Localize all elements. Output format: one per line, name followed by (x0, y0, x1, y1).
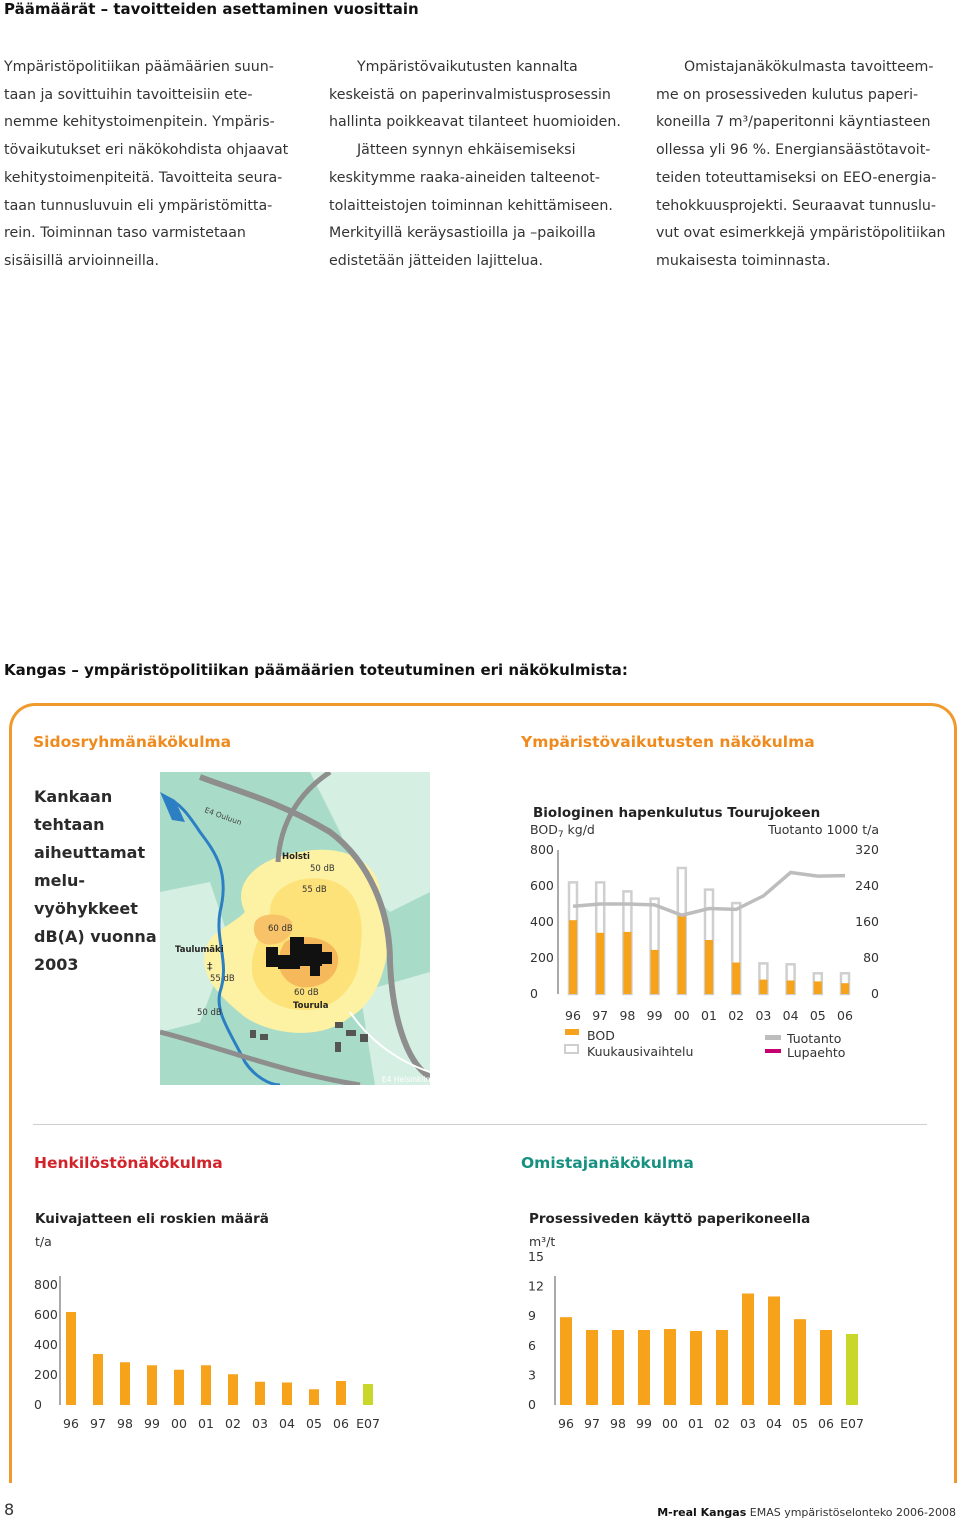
x-tick-label: E07 (840, 1416, 864, 1431)
environment-title: Ympäristövaikutusten näkökulma (521, 733, 815, 751)
intro-line: rein. Toiminnan taso varmistetaan (4, 225, 246, 242)
bod-bar (705, 940, 713, 994)
y2-axis-label: Tuotanto 1000 t/a (768, 822, 879, 837)
legend-limit-swatch (765, 1049, 781, 1053)
bod-bar (596, 933, 604, 994)
bar (174, 1370, 184, 1405)
x-tick-label: 02 (225, 1416, 241, 1431)
noise-label-line: 2003 (34, 955, 79, 974)
intro-line: sisäisillä arvioinneilla. (4, 252, 160, 269)
legend-production-swatch (765, 1035, 781, 1040)
intro-line: taan tunnusluvuin eli ympäristömitta- (4, 197, 273, 214)
footer-brand (657, 1506, 956, 1519)
noise-zone-label (34, 783, 157, 979)
y-tick-label: 6 (528, 1337, 536, 1353)
y-tick-label: 800 (530, 842, 554, 857)
intro-line: nemme kehitystoimenpitein. Ympäris- (4, 114, 275, 131)
bar (794, 1319, 806, 1405)
y2-tick-label: 240 (855, 878, 879, 893)
map-label-taulumaki: Taulumäki (175, 945, 224, 955)
x-tick-label: 96 (63, 1416, 79, 1431)
x-tick-label: 97 (90, 1416, 106, 1431)
y-tick-label: 0 (530, 986, 538, 1001)
map-label-e4-north: E4 Ouluun (203, 805, 243, 828)
x-tick-label: 02 (714, 1416, 730, 1431)
x-tick-label: 99 (646, 1008, 663, 1023)
x-tick-label: 98 (610, 1416, 626, 1431)
x-tick-label: 04 (782, 1008, 799, 1023)
x-tick-label: 99 (144, 1416, 160, 1431)
intro-line: tolaitteistojen toiminnan kehittämiseen. (329, 197, 613, 214)
noise-label-line: aiheuttamat (34, 843, 146, 862)
bar (255, 1382, 265, 1405)
intro-line: tövaikutukset eri näkökohdista ohjaavat (4, 142, 289, 159)
y-axis-label: $BOD_7$ kg/d (530, 822, 595, 840)
intro-line: tehokkuusprojekti. Seuraavat tunnuslu- (656, 197, 937, 214)
intro-line: mukaisesta toiminnasta. (656, 252, 831, 269)
bar (363, 1384, 373, 1405)
chart-title: Prosessiveden käyttö paperikoneella (529, 1211, 811, 1227)
noise-map (160, 772, 430, 1085)
x-tick-label: 03 (755, 1008, 772, 1023)
intro-line: Ympäristövaikutusten kannalta (357, 59, 578, 75)
x-tick-label: 05 (809, 1008, 826, 1023)
bod-bar (651, 950, 659, 994)
page-title: Päämäärät – tavoitteiden asettaminen vuosittain (4, 0, 419, 18)
intro-line: Merkityillä keräysastioilla ja –paikoilla (329, 225, 596, 242)
y-tick-label: 9 (528, 1308, 536, 1324)
bar (664, 1329, 676, 1405)
bar (282, 1383, 292, 1406)
map-label-60db-a: 60 dB (268, 924, 293, 934)
section-title: Kangas – ympäristöpolitiikan päämäärien toteutuminen eri näkökulmista: (4, 661, 628, 679)
x-tick-label: 01 (198, 1416, 214, 1431)
intro-line: Jätteen synnyn ehkäisemiseksi (357, 142, 576, 159)
stakeholder-title: Sidosryhmänäkökulma (33, 733, 232, 751)
bar (716, 1330, 728, 1405)
y-tick-label: 12 (528, 1278, 544, 1294)
bod-bar (814, 981, 822, 994)
x-tick-label: 98 (619, 1008, 636, 1023)
intro-line: hallinta poikkeavat tilanteet huomioiden. (329, 114, 621, 131)
x-tick-label: 00 (171, 1416, 187, 1431)
bod-bar (569, 920, 577, 994)
intro-column-1 (4, 54, 304, 276)
x-tick-label: 97 (592, 1008, 609, 1023)
intro-line: kehitystoimenpiteitä. Tavoitteita seura- (4, 169, 283, 186)
chart-title: Kuivajatteen eli roskien määrä (35, 1211, 269, 1227)
x-tick-label: 01 (688, 1416, 704, 1431)
bar (560, 1317, 572, 1405)
report-name: EMAS ympäristöselonteko 2006-2008 (749, 1506, 956, 1519)
bar (309, 1389, 319, 1405)
x-tick-label: 06 (333, 1416, 349, 1431)
y-axis-label: m³/t (529, 1234, 556, 1249)
brand-name: M-real Kangas (657, 1506, 747, 1519)
bod-bar (678, 914, 686, 994)
y-tick-label: 400 (34, 1337, 58, 1352)
personnel-title: Henkilöstönäkökulma (34, 1154, 223, 1172)
bar (336, 1381, 346, 1405)
intro-column-2 (329, 54, 639, 276)
church-icon: ‡ (207, 960, 213, 973)
intro-line: Omistajanäkökulmasta tavoitteem- (684, 59, 934, 75)
x-tick-label: 05 (306, 1416, 322, 1431)
x-tick-label: 03 (740, 1416, 756, 1431)
noise-label-line: vyöhykkeet (34, 899, 138, 918)
bar (690, 1331, 702, 1405)
x-tick-label: 98 (117, 1416, 133, 1431)
bod-bar (759, 980, 767, 994)
intro-line: teiden toteuttamiseksi on EEO-energia- (656, 169, 937, 186)
bar (201, 1365, 211, 1405)
intro-line: vut ovat esimerkkejä ympäristöpolitiikan (656, 225, 946, 242)
x-tick-label: 02 (728, 1008, 745, 1023)
x-tick-label: 06 (837, 1008, 853, 1023)
map-label-tourula: Tourula (293, 1001, 329, 1011)
owner-title: Omistajanäkökulma (521, 1154, 694, 1172)
bar (228, 1374, 238, 1405)
legend-range-label: Kuukausivaihtelu (587, 1044, 694, 1059)
y-tick-label: 0 (34, 1397, 42, 1412)
y-tick-label: 600 (530, 878, 554, 893)
x-tick-label: 01 (701, 1008, 717, 1023)
noise-label-line: Kankaan (34, 787, 113, 806)
y2-tick-label: 0 (871, 986, 879, 1001)
noise-label-line: dB(A) vuonna (34, 927, 157, 946)
map-label-50db-a: 50 dB (310, 864, 335, 874)
noise-label-line: melu- (34, 871, 86, 890)
intro-line: Ympäristöpolitiikan päämäärien suun- (4, 59, 274, 75)
bar (846, 1334, 858, 1405)
legend-bod-swatch (565, 1029, 579, 1035)
bar (147, 1365, 157, 1405)
x-tick-label: 96 (565, 1008, 581, 1023)
y-tick-label: 600 (34, 1307, 58, 1322)
x-tick-label: 04 (766, 1416, 782, 1431)
x-tick-label: 96 (558, 1416, 574, 1431)
x-tick-label: 04 (279, 1416, 295, 1431)
intro-line: keskitymme raaka-aineiden talteenot- (329, 169, 600, 186)
map-label-55db-b: 55 dB (210, 974, 235, 984)
y2-tick-label: 320 (855, 842, 879, 857)
bod-bar (787, 981, 795, 995)
x-tick-label: 97 (584, 1416, 600, 1431)
y-tick-label: 3 (528, 1367, 536, 1383)
y-tick-label: 800 (34, 1277, 58, 1292)
chart-title: Biologinen hapenkulutus Tourujokeen (533, 805, 821, 821)
intro-line: koneilla 7 m³/paperitonni käyntiasteen (656, 114, 931, 131)
bar (93, 1354, 103, 1405)
waste-chart (30, 1207, 400, 1437)
intro-line: edistetään jätteiden lajittelua. (329, 252, 543, 269)
bar (586, 1330, 598, 1405)
map-label-e4-south: E4 Helsinkiin (382, 1075, 430, 1084)
production-line (573, 873, 845, 916)
bar (612, 1330, 624, 1405)
bar (638, 1330, 650, 1405)
legend-bod-label: BOD (587, 1028, 615, 1043)
bar (120, 1362, 130, 1405)
intro-line: ollessa yli 96 %. Energiansäästötavoit- (656, 142, 931, 159)
bod-chart (525, 800, 935, 1065)
y2-tick-label: 160 (855, 914, 879, 929)
map-label-holsti: Holsti (282, 852, 310, 862)
intro-line: keskeistä on paperinvalmistusprosessin (329, 86, 611, 103)
bar (742, 1294, 754, 1405)
bar (66, 1312, 76, 1405)
page-number: 8 (4, 1500, 15, 1519)
y2-tick-label: 80 (863, 950, 879, 965)
bod-bar (732, 963, 740, 995)
intro-column-3 (656, 54, 960, 276)
x-tick-label: 00 (662, 1416, 678, 1431)
y-tick-label: 200 (530, 950, 554, 965)
legend-limit-label: Lupaehto (787, 1045, 846, 1060)
map-label-50db-b: 50 dB (197, 1008, 222, 1018)
x-tick-label: 00 (673, 1008, 690, 1023)
noise-label-line: tehtaan (34, 815, 105, 834)
panel-divider (33, 1124, 927, 1125)
x-tick-label: 06 (818, 1416, 834, 1431)
water-chart (524, 1207, 894, 1437)
x-tick-label: 03 (252, 1416, 268, 1431)
x-tick-label: 99 (636, 1416, 652, 1431)
y-axis-label: t/a (35, 1234, 52, 1249)
legend-production-label: Tuotanto (787, 1031, 842, 1046)
y-tick-label: 400 (530, 914, 554, 929)
y-tick-label: 15 (528, 1249, 544, 1264)
x-tick-label: E07 (356, 1416, 380, 1431)
intro-line: me on prosessiveden kulutus paperi- (656, 86, 919, 103)
y-tick-label: 200 (34, 1367, 58, 1382)
map-label-55db-a: 55 dB (302, 885, 327, 895)
intro-line: taan ja sovittuihin tavoitteisiin ete- (4, 86, 253, 103)
x-tick-label: 05 (792, 1416, 808, 1431)
legend-range-swatch (565, 1045, 578, 1053)
map-label-60db-b: 60 dB (294, 988, 319, 998)
bod-bar (841, 983, 849, 994)
bod-bar (623, 932, 631, 994)
bar (820, 1330, 832, 1405)
y-tick-label: 0 (528, 1397, 536, 1412)
bar (768, 1296, 780, 1405)
